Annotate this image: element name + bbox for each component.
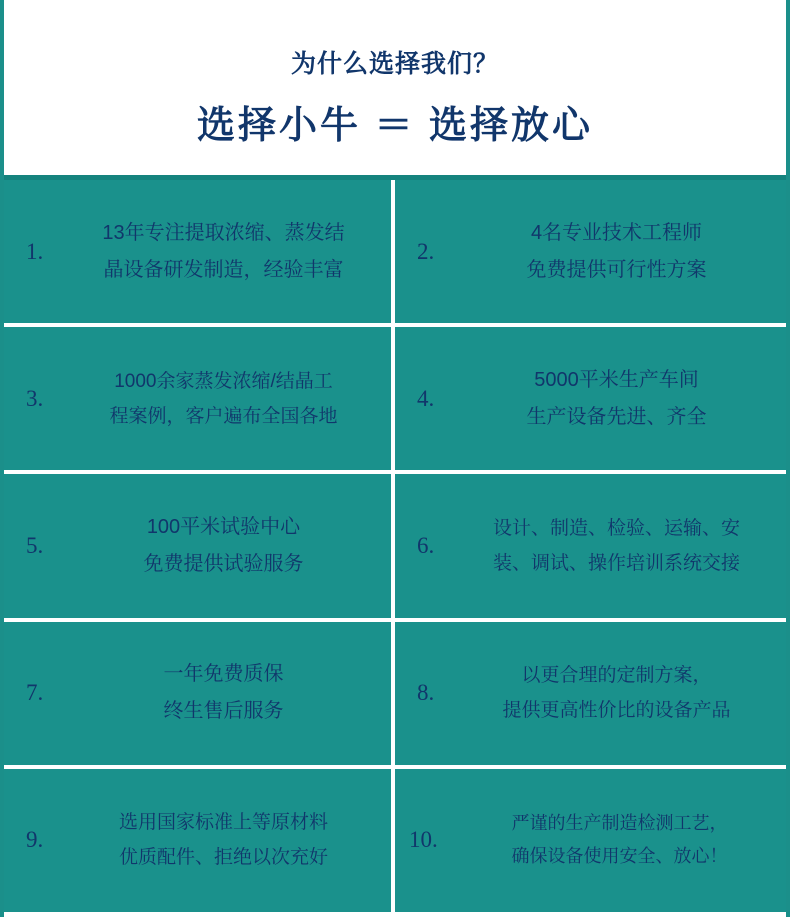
- advantage-item-1: [4, 180, 395, 323]
- item-text: [459, 807, 780, 874]
- item-text: [62, 215, 385, 289]
- item-text: [62, 805, 385, 875]
- item-text-line2: 免费提供试验服务: [143, 553, 304, 575]
- item-text-line1: 1000余家蒸发浓缩/结晶工: [114, 370, 333, 392]
- item-text-line2: 优质配件、拒绝以次充好: [118, 847, 328, 869]
- item-text: [453, 511, 780, 581]
- item-number: 4.: [417, 385, 435, 411]
- advantages-row: [4, 327, 786, 474]
- item-text: [453, 362, 780, 436]
- item-text: [453, 215, 780, 289]
- advantage-item-2: [395, 180, 786, 323]
- advantage-item-4: [395, 327, 786, 470]
- item-text-line2: 提供更高性价比的设备产品: [502, 700, 731, 722]
- item-text-line1: 4名专业技术工程师: [530, 221, 703, 244]
- item-text-line2: 确保设备使用安全、放心！: [511, 846, 728, 867]
- item-text-line2: 程案例，客户遍布全国各地: [109, 405, 338, 427]
- advantage-item-3: [4, 327, 395, 470]
- item-number: 6.: [417, 533, 435, 558]
- item-number: 5.: [26, 533, 44, 558]
- advantages-row: [4, 622, 786, 769]
- header-slogan: 选择小牛 ＝ 选择放心: [196, 105, 594, 147]
- item-text-line2: 免费提供可行性方案: [526, 258, 707, 281]
- item-number: 7.: [26, 680, 44, 706]
- item-text: [62, 656, 385, 730]
- item-text-line2: 生产设备先进、齐全: [526, 405, 707, 428]
- item-text-line1: 严谨的生产制造检测工艺，: [511, 813, 728, 834]
- item-text-line2: 装、调试、操作培训系统交接: [492, 553, 740, 574]
- item-number: 1.: [26, 238, 44, 264]
- advantages-row: [4, 769, 786, 912]
- item-text-line1: 设计、制造、检验、运输、安: [492, 517, 740, 539]
- item-number: 9.: [26, 827, 44, 853]
- item-text-line1: 以更合理的定制方案，: [521, 665, 712, 687]
- item-text-line1: 100平米试验中心: [146, 516, 301, 538]
- item-text-line2: 终生售后服务: [163, 700, 284, 723]
- advantage-item-6: [395, 474, 786, 617]
- item-number: 10.: [409, 827, 438, 853]
- item-text: [453, 658, 780, 728]
- item-text-line1: 选用国家标准上等原材料: [118, 812, 328, 834]
- item-text-line1: 5000平米生产车间: [534, 368, 699, 391]
- advantage-item-10: [395, 769, 786, 912]
- advantage-item-7: [4, 622, 395, 765]
- header-question: 为什么选择我们？: [290, 50, 499, 78]
- advantages-grid: [4, 180, 786, 912]
- item-text: [62, 509, 385, 583]
- advantage-item-5: [4, 474, 395, 617]
- item-text-line1: 13年专注提取浓缩、蒸发结: [102, 221, 345, 244]
- item-number: 3.: [26, 385, 44, 411]
- page-header: [4, 0, 786, 180]
- advantage-item-8: [395, 622, 786, 765]
- advantage-item-9: [4, 769, 395, 912]
- item-text-line1: 一年免费质保: [163, 663, 284, 686]
- item-number: 8.: [417, 680, 435, 706]
- item-number: 2.: [417, 238, 435, 264]
- advantages-row: [4, 180, 786, 327]
- item-text-line2: 晶设备研发制造，经验丰富: [103, 258, 344, 281]
- advantages-row: [4, 474, 786, 621]
- item-text: [62, 364, 385, 434]
